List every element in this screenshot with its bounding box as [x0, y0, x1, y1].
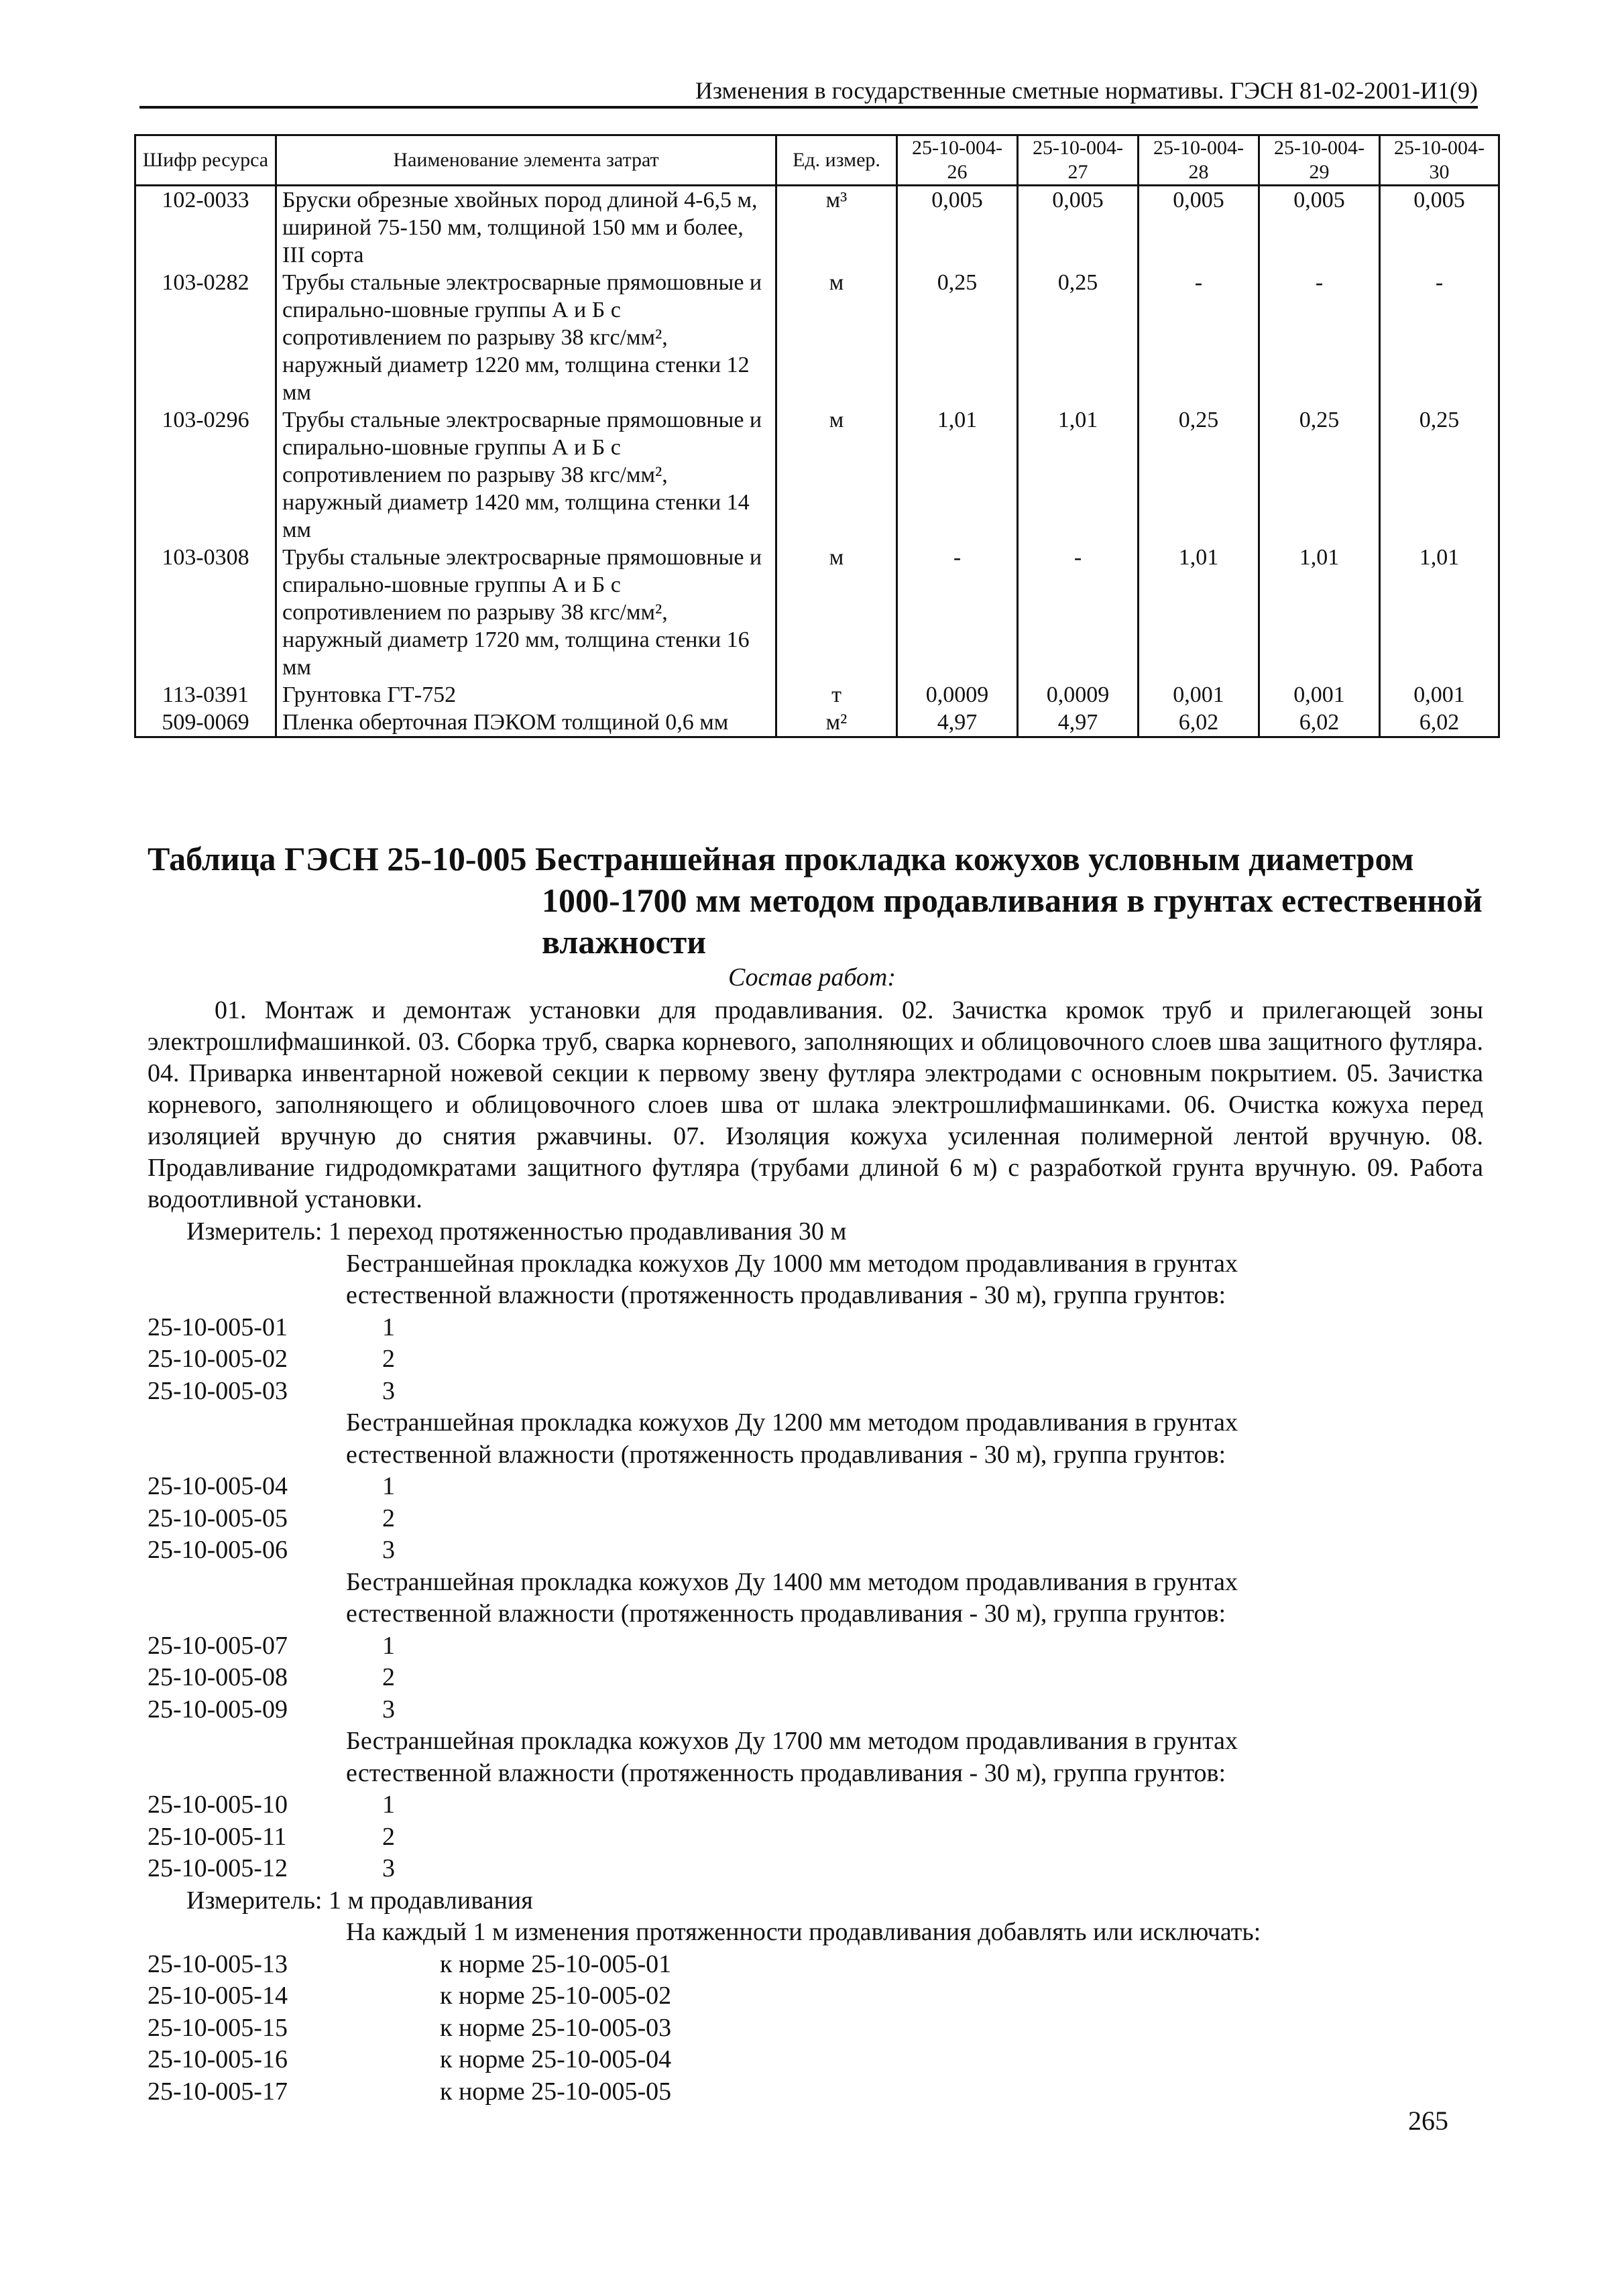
soil-group-number: 2 — [382, 1504, 395, 1532]
resource-value: 1,01 — [897, 406, 1018, 544]
norm-code: 25-10-005-01 — [148, 1313, 288, 1341]
soil-group-number: 3 — [382, 1854, 395, 1882]
soil-group-number: 3 — [382, 1536, 395, 1564]
resource-value: 0,25 — [1380, 406, 1499, 544]
resource-name: Трубы стальные электросварные прямошовные и спирально-шовные группы А и Б с сопротивлением по разрыву 38 кгс/мм², наружный диаметр 1420 мм, толщина стенки 14 мм — [276, 406, 776, 544]
norm-code: 25-10-005-04 — [148, 1472, 288, 1500]
composition-text: 01. Монтаж и демонтаж установки для продавливания. 02. Зачистка кромок труб и прилегающей зоны электрошлифмашинкой. 03. Сборка труб, сварка корневого, заполняющих и облицовочного слоев шва защитного футляра. 04. Приварка инвентарной ножевой секции к первому звену футляра электродами с основным покрытием. 05. Зачистка корневого, заполняющего и облицовочного слоев шва от шлака электрошлифмашинками. 06. Очистка кожуха перед изоляцией вручную до снятия ржавчины. 07. Изоляция кожуха усиленная полимерной лентой вручную. 08. Продавливание гидродомкратами защитного футляра (трубами длиной 6 м) с разработкой грунта вручную. 09. Работа водоотливной установки. — [148, 996, 1483, 1213]
soil-group-number: 3 — [382, 1695, 395, 1724]
resource-name: Трубы стальные электросварные прямошовные и спирально-шовные группы А и Б с сопротивлением по разрыву 38 кгс/мм², наружный диаметр 1720 мм, толщина стенки 16 мм — [276, 544, 776, 681]
resource-unit: м — [776, 406, 897, 544]
resource-value: - — [1139, 269, 1259, 406]
resource-value: 1,01 — [1139, 544, 1259, 681]
norm-row — [148, 1694, 1483, 1726]
page-number: 265 — [1408, 2106, 1448, 2136]
resource-value: 6,02 — [1259, 709, 1380, 737]
norm-reference: к норме 25-10-005-02 — [440, 1982, 672, 2010]
resource-value: 1,01 — [1380, 544, 1499, 681]
column-header: Шифр ресурса — [135, 135, 276, 186]
resource-value: - — [1259, 269, 1380, 406]
section-title-line: Таблица ГЭСН 25-10-005 Бестраншейная прокладка кожухов условным диаметром — [148, 840, 1414, 878]
norm-row — [148, 1662, 1483, 1694]
section-title-line: 1000-1700 мм методом продавливания в грунтах естественной — [542, 882, 1483, 919]
resource-name: Бруски обрезные хвойных пород длиной 4-6,5 м, шириной 75-150 мм, толщиной 150 мм и более, III сорта — [276, 186, 776, 269]
norm-code: 25-10-005-10 — [148, 1791, 288, 1819]
resource-value: 0,005 — [1259, 186, 1380, 269]
column-header: 25-10-004-26 — [897, 135, 1018, 186]
resource-value: 0,001 — [1380, 681, 1499, 709]
column-header: Ед. измер. — [776, 135, 897, 186]
norm-group — [148, 1567, 1483, 1726]
soil-group-number: 3 — [382, 1376, 395, 1405]
resource-name: Пленка оберточная ПЭКОМ толщиной 0,6 мм — [276, 709, 776, 737]
norm-code: 25-10-005-15 — [148, 2013, 288, 2042]
resource-value: - — [1018, 544, 1139, 681]
norm-row — [148, 1312, 1483, 1344]
resource-unit: т — [776, 681, 897, 709]
resource-code: 113-0391 — [135, 681, 276, 709]
column-header: 25-10-004-30 — [1380, 135, 1499, 186]
meter-line: Измеритель: 1 переход протяженностью продавливания 30 м — [186, 1217, 847, 1246]
resource-unit: м² — [776, 709, 897, 737]
resource-value: 4,97 — [1018, 709, 1139, 737]
norm-row — [148, 2076, 1483, 2108]
soil-group-number: 2 — [382, 1822, 395, 1851]
norm-code: 25-10-005-03 — [148, 1376, 288, 1405]
norm-reference: к норме 25-10-005-01 — [440, 1949, 672, 1978]
norm-row — [148, 1534, 1483, 1567]
norm-group-description: Бестраншейная прокладка кожухов Ду 1000 мм методом продавливания в грунтах — [346, 1249, 1238, 1278]
resource-value: 4,97 — [897, 709, 1018, 737]
table-row — [135, 709, 1499, 737]
norm-row — [148, 1630, 1483, 1663]
norm-code: 25-10-005-17 — [148, 2077, 288, 2106]
norm-code: 25-10-005-02 — [148, 1345, 288, 1373]
resource-unit: м — [776, 269, 897, 406]
norm-row — [148, 2044, 1483, 2076]
soil-group-number: 1 — [382, 1313, 395, 1341]
table-row — [135, 269, 1499, 406]
resource-value: 1,01 — [1259, 544, 1380, 681]
resource-value: 6,02 — [1139, 709, 1259, 737]
running-header: Изменения в государственные сметные нормативы. ГЭСН 81-02-2001-И1(9) — [139, 75, 1478, 109]
resource-code: 102-0033 — [135, 186, 276, 269]
resource-code: 103-0296 — [135, 406, 276, 544]
norm-group-description: Бестраншейная прокладка кожухов Ду 1700 мм методом продавливания в грунтах — [346, 1727, 1238, 1755]
resource-value: 0,005 — [1139, 186, 1259, 269]
norm-code: 25-10-005-09 — [148, 1695, 288, 1724]
norm-row — [148, 1789, 1483, 1821]
norm-group-description: естественной влажности (протяженность продавливания - 30 м), группа грунтов: — [346, 1281, 1226, 1309]
norm-group — [148, 1407, 1483, 1567]
norm-code: 25-10-005-16 — [148, 2045, 288, 2073]
resource-value: 0,25 — [897, 269, 1018, 406]
resource-value: 0,25 — [1259, 406, 1380, 544]
norm-row — [148, 2012, 1483, 2045]
resource-value: 0,001 — [1259, 681, 1380, 709]
table-header-row — [135, 135, 1499, 186]
norm-code: 25-10-005-06 — [148, 1536, 288, 1564]
resource-value: - — [1380, 269, 1499, 406]
table-row — [135, 544, 1499, 681]
norm-row — [148, 1980, 1483, 2012]
table-row — [135, 186, 1499, 269]
norm-code: 25-10-005-11 — [148, 1822, 287, 1851]
resource-value: 0,005 — [897, 186, 1018, 269]
table-row — [135, 681, 1499, 709]
column-header: Наименование элемента затрат — [276, 135, 776, 186]
resource-unit: м³ — [776, 186, 897, 269]
norm-code: 25-10-005-12 — [148, 1854, 288, 1882]
resource-unit: м — [776, 544, 897, 681]
soil-group-number: 1 — [382, 1631, 395, 1660]
norm-row — [148, 1821, 1483, 1854]
resource-value: 0,0009 — [897, 681, 1018, 709]
resource-code: 509-0069 — [135, 709, 276, 737]
norm-reference: к норме 25-10-005-04 — [440, 2045, 672, 2073]
norm-group-description: Бестраншейная прокладка кожухов Ду 1200 мм методом продавливания в грунтах — [346, 1408, 1238, 1437]
norm-row — [148, 1376, 1483, 1408]
norm-group — [148, 1248, 1483, 1408]
norm-code: 25-10-005-13 — [148, 1949, 288, 1978]
soil-group-number: 2 — [382, 1345, 395, 1373]
soil-group-number: 1 — [382, 1791, 395, 1819]
column-header: 25-10-004-27 — [1018, 135, 1139, 186]
composition-label: Состав работ: — [728, 963, 896, 991]
resource-value: 1,01 — [1018, 406, 1139, 544]
resource-name: Грунтовка ГТ-752 — [276, 681, 776, 709]
resource-value: 0,001 — [1139, 681, 1259, 709]
norm-code: 25-10-005-07 — [148, 1631, 288, 1660]
norm-group — [148, 1726, 1483, 1885]
resource-value: 0,25 — [1018, 269, 1139, 406]
norm-group-description: естественной влажности (протяженность продавливания - 30 м), группа грунтов: — [346, 1599, 1226, 1628]
norm-row — [148, 1471, 1483, 1503]
norm-group-description: естественной влажности (протяженность продавливания - 30 м), группа грунтов: — [346, 1758, 1226, 1787]
norm-row — [148, 1853, 1483, 1885]
column-header: 25-10-004-29 — [1259, 135, 1380, 186]
adjustment-description: На каждый 1 м изменения протяженности продавливания добавлять или исключать: — [346, 1918, 1261, 1946]
section-title-line: влажности — [542, 923, 707, 961]
norm-code: 25-10-005-14 — [148, 1982, 288, 2010]
norm-code: 25-10-005-05 — [148, 1504, 288, 1532]
meter-line: Измеритель: 1 м продавливания — [186, 1886, 533, 1915]
resource-value: 6,02 — [1380, 709, 1499, 737]
resource-value: 0,25 — [1139, 406, 1259, 544]
norm-code: 25-10-005-08 — [148, 1663, 288, 1691]
norm-group-description: естественной влажности (протяженность продавливания - 30 м), группа грунтов: — [346, 1440, 1226, 1469]
norm-reference: к норме 25-10-005-05 — [440, 2077, 672, 2106]
table-row — [135, 406, 1499, 544]
resource-code: 103-0308 — [135, 544, 276, 681]
resource-value: 0,005 — [1018, 186, 1139, 269]
norm-row — [148, 1503, 1483, 1535]
norm-reference: к норме 25-10-005-03 — [440, 2013, 672, 2042]
resource-value: 0,0009 — [1018, 681, 1139, 709]
section-title — [148, 838, 1489, 963]
resource-value: 0,005 — [1380, 186, 1499, 269]
soil-group-number: 2 — [382, 1663, 395, 1691]
resource-code: 103-0282 — [135, 269, 276, 406]
norm-listing — [148, 1216, 1483, 2108]
resource-table — [134, 134, 1500, 738]
soil-group-number: 1 — [382, 1472, 395, 1500]
resource-value: - — [897, 544, 1018, 681]
norm-row — [148, 1949, 1483, 1981]
resource-name: Трубы стальные электросварные прямошовные и спирально-шовные группы А и Б с сопротивлением по разрыву 38 кгс/мм², наружный диаметр 1220 мм, толщина стенки 12 мм — [276, 269, 776, 406]
column-header: 25-10-004-28 — [1139, 135, 1259, 186]
norm-row — [148, 1343, 1483, 1376]
norm-group-description: Бестраншейная прокладка кожухов Ду 1400 мм методом продавливания в грунтах — [346, 1567, 1238, 1596]
